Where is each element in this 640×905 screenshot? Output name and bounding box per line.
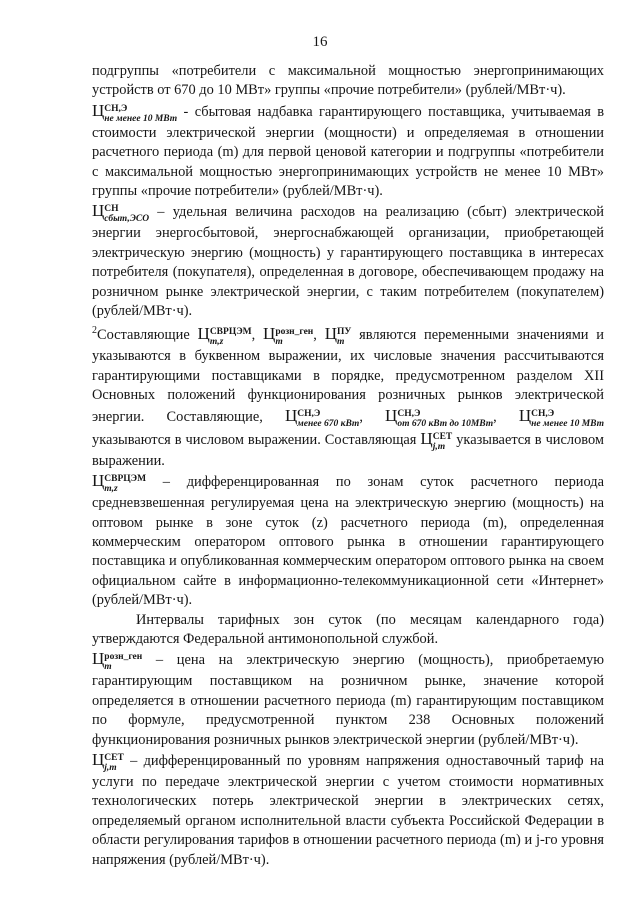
paragraph-p5: Ц СВРЦЭМ m,z – дифференцированная по зонам суток расчетного периода средневзвешенная регулируемая цена на электрическую энергию (мощность) на оптовом рынке в зоне суток (z) расчетного периода (m), определенная коммерческим оператором оптового рынка в отношении гарантирующего поставщика и опубликованная коммерческим оператором оптового рынка на своем официальном сайте в информационно-телекоммуникационной сети «Интернет» (рублей/МВт·ч). <box>92 471 604 609</box>
paragraph-p1: подгруппы «потребители с максимальной мощностью энергопринимающих устройств от 670 до 10 МВт» группы «прочие потребители» (рублей/МВт·ч). <box>92 63 604 99</box>
footnote-marker: 2 <box>92 325 97 337</box>
formula-symbol: Ц розн_ген m <box>92 649 143 673</box>
page-number: 16 <box>312 34 328 50</box>
document-body <box>92 62 604 870</box>
formula-symbol: Ц СН,Э не менее 10 МВт <box>518 405 604 429</box>
formula-symbol: Ц СН,Э от 670 кВт до 10МВт <box>385 405 494 429</box>
paragraph-p2: Ц СН,Э не менее 10 МВт - сбытовая надбавка гарантирующего поставщика, учитываемая в стоимости электрической энергии (мощности) и определяемая в отношении расчетного периода (m) для первой ценовой категории и подгруппы «потребители с максимальной мощностью энергопринимающих устройств не менее 10 МВт» группы «прочие потребители» (рублей/МВт·ч). <box>92 100 604 200</box>
formula-symbol: Ц СН сбыт,ЭСО <box>92 201 150 225</box>
formula-symbol: Ц СН,Э менее 670 кВт <box>284 405 360 429</box>
formula-symbol: Ц СН,Э не менее 10 МВт <box>92 100 178 124</box>
formula-symbol: Ц СЕТ j,m <box>420 428 453 452</box>
paragraph-p8: Ц СЕТ j,m – дифференцированный по уровням напряжения одноставочный тариф на услуги по передаче электрической энергии с учетом стоимости нормативных технологических потерь электрической энергии в электрических сетях, определяемый органом исполнительной власти субъекта Российской Федерации в области регулирования тарифов в отношении расчетного периода (m) и j-го уровня напряжения (рублей/МВт·ч). <box>92 749 604 868</box>
paragraph-p4: $^2$Составляющие Ц СВРЦЭМ m,z , Ц розн_ген m , Ц ПУ m являются переменными значениями и указываются в буквенном выражении, их числовые значения рассчитываются гарантирующими поставщиками в порядке, предусмотренном разделом XII Основных положений функционирования розничных рынков электрической энергии. Составляющие, Ц СН,Э менее 670 кВт , Ц СН,Э от 670 кВт до 10МВт , Ц СН,Э не менее 10 МВт указываются в числовом выражении. Составляющая Ц СЕТ j,m указывается в числовом выражении. <box>92 324 604 469</box>
paragraph-p6: Интервалы тарифных зон суток (по месяцам календарного года) утверждаются Федеральной антимонопольной службой. <box>92 611 604 647</box>
paragraph-p3: Ц СН сбыт,ЭСО – удельная величина расходов на реализацию (сбыт) электрической энергии энергосбытовой, энергоснабжающей организации, приобретающей электрическую энергию (мощность) у гарантирующего поставщика в интересах потребителя (покупателя), определенная в договоре, обеспечивающем продажу на розничном рынке электрической энергии, с таким потребителем (покупателем) (рублей/МВт·ч). <box>92 201 604 320</box>
formula-symbol: Ц СЕТ j,m <box>92 749 124 773</box>
formula-symbol: Ц ПУ m <box>324 324 352 348</box>
paragraph-p7: Ц розн_ген m – цена на электрическую энергию (мощность), приобретаемую гарантирующим поставщиком на розничном рынке, значение которой определяется в отношении расчетного периода (m) гарантирующим поставщиком по формуле, предусмотренной пунктом 238 Основных положений функционирования розничных рынков электрической энергии (рублей/МВт·ч). <box>92 649 604 748</box>
formula-symbol: Ц розн_ген m <box>263 324 314 348</box>
formula-symbol: Ц СВРЦЭМ m,z <box>197 324 252 348</box>
formula-symbol: Ц СВРЦЭМ m,z <box>92 471 147 495</box>
